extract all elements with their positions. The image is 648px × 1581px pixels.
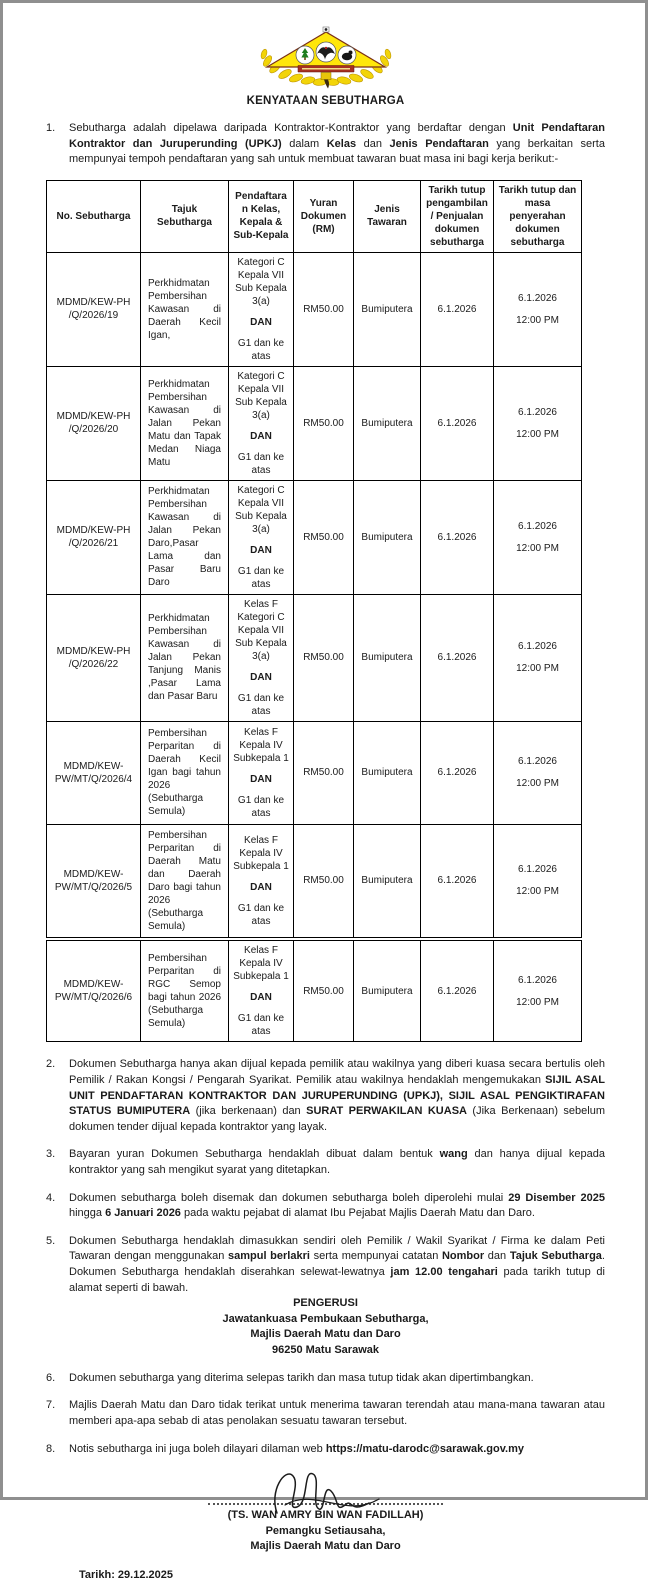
penyerahan-tarikh: 6.1.2026 (518, 864, 557, 876)
penyerahan-tarikh: 6.1.2026 (518, 641, 557, 653)
paragraph-number: 6. (46, 1371, 56, 1384)
paragraph-text (69, 121, 605, 168)
paragraph-item-3 (46, 1147, 605, 1178)
no-line: MDMD/KEW-PH (56, 525, 131, 537)
text-segment: serta mempunyai catatan (309, 1250, 442, 1263)
cell-jenis: Bumiputera (354, 252, 421, 366)
cell-yuran: RM50.00 (294, 939, 354, 1042)
cell-tajuk: Pembersihan Perparitan di Daerah Kecil Igan bagi tahun 2026 (Sebutharga Semula) (141, 721, 229, 824)
cell-no (47, 721, 141, 824)
penyerahan-masa: 12:00 PM (516, 996, 559, 1008)
col-header-pendaftaran: Pendaftaran Kelas, Kepala & Sub-Kepala (229, 180, 294, 252)
paragraph-text (69, 1057, 605, 1135)
cell-jenis: Bumiputera (354, 594, 421, 721)
cell-penyerahan (494, 824, 582, 939)
signatory-position: Pemangku Setiausaha, (265, 1524, 386, 1537)
cell-no (47, 366, 141, 480)
penyerahan-masa: 12:00 PM (516, 778, 559, 790)
cell-tajuk: Perkhidmatan Pembersihan Kawasan di Jalan Pekan Matu dan Tapak Medan Niaga Matu (141, 366, 229, 480)
cell-tarikh-tutup: 6.1.2026 (421, 366, 494, 480)
address-line: Majlis Daerah Matu dan Daro (250, 1328, 401, 1341)
no-line: MDMD/KEW-PH (56, 297, 131, 309)
pendaftaran-gred: G1 dan ke atas (237, 692, 285, 717)
text-segment: Dokumen sebutharga yang diterima selepas tarikh dan masa tutup tidak akan dipertimbangkan. (69, 1371, 534, 1384)
penyerahan-tarikh: 6.1.2026 (518, 520, 557, 532)
pendaftaran-kelas: Kelas F Kepala IV Subkepala 1 (233, 834, 289, 872)
table-row (47, 366, 582, 480)
no-line: /Q/2026/20 (68, 424, 119, 436)
cell-tarikh-tutup: 6.1.2026 (421, 480, 494, 594)
text-segment: Unit Pendaftaran Kontraktor dan Juruperunding (UPKJ) (69, 122, 605, 150)
cell-no (47, 252, 141, 366)
paragraph-item-8 (46, 1442, 605, 1458)
no-line: /Q/2026/19 (68, 310, 119, 322)
text-segment: . Dokumen Sebutharga hendaklah diserahkan selewat-lewatnya (69, 1250, 605, 1279)
pendaftaran-kelas: Kelas F Kepala IV Subkepala 1 (233, 726, 289, 764)
paragraph-number: 8. (46, 1442, 56, 1455)
address-line: PENGERUSI (293, 1297, 358, 1310)
cell-pendaftaran (229, 824, 294, 939)
cell-tarikh-tutup: 6.1.2026 (421, 824, 494, 939)
col-header-penyerahan: Tarikh tutup dan masa penyerahan dokumen sebutharga (494, 180, 582, 252)
cell-tarikh-tutup: 6.1.2026 (421, 594, 494, 721)
penyerahan-tarikh: 6.1.2026 (518, 756, 557, 768)
paragraph-item-2 (46, 1057, 605, 1135)
signature-block (46, 1461, 605, 1555)
cell-no (47, 939, 141, 1042)
cell-yuran: RM50.00 (294, 824, 354, 939)
col-header-no-sebutharga: No. Sebutharga (47, 180, 141, 252)
paragraph-text (69, 1191, 605, 1222)
text-segment: yang berkaitan serta mempunyai tempoh pendaftaran yang sah untuk membuat tawaran buat masa ini bagi kerja berikut:- (69, 137, 605, 166)
cell-yuran: RM50.00 (294, 721, 354, 824)
text-segment: Dokumen Sebutharga hendaklah dimasukkan sendiri oleh Pemilik / Wakil Syarikat / Firma ke dalam Peti Tawaran dengan menggunakan (69, 1234, 605, 1263)
text-segment: SURAT PERWAKILAN KUASA (306, 1105, 467, 1118)
pendaftaran-dan: DAN (250, 773, 272, 785)
text-segment: Tajuk Sebutharga (509, 1250, 602, 1263)
cell-tajuk: Perkhidmatan Pembersihan Kawasan di Daerah Kecil Igan, (141, 252, 229, 366)
signatory-name: (TS. WAN AMRY BIN WAN FADILLAH) (227, 1509, 424, 1522)
text-segment: dalam (281, 137, 327, 150)
pendaftaran-dan: DAN (250, 316, 272, 328)
text-segment: Sebutharga adalah dipelawa daripada Kontraktor-Kontraktor yang berdaftar dengan (69, 122, 513, 134)
text-segment: dan (356, 137, 390, 150)
cell-pendaftaran (229, 721, 294, 824)
text-segment: (Jika Berkenaan) sebelum dokumen tender dijual kepada kontraktor yang layak. (69, 1105, 606, 1133)
pendaftaran-kelas: Kategori C Kepala VII Sub Kepala 3(a) (235, 370, 287, 421)
pendaftaran-kelas: Kelas F Kategori C Kepala VII Sub Kepala 3(a) (235, 598, 287, 662)
table-row (47, 480, 582, 594)
table-row (47, 939, 582, 1042)
text-segment: pada tarikh tutup di alamat seperti di bawah. (69, 1266, 605, 1294)
cell-pendaftaran (229, 366, 294, 480)
penyerahan-masa: 12:00 PM (516, 314, 559, 326)
pendaftaran-kelas: Kategori C Kepala VII Sub Kepala 3(a) (235, 484, 287, 535)
cell-jenis: Bumiputera (354, 721, 421, 824)
pendaftaran-dan: DAN (250, 671, 272, 683)
pendaftaran-gred: G1 dan ke atas (237, 902, 285, 927)
col-header-tajuk: Tajuk Sebutharga (141, 180, 229, 252)
document-content (3, 3, 645, 1581)
paragraph-item-1 (46, 121, 605, 168)
paragraph-item-4 (46, 1191, 605, 1222)
penyerahan-masa: 12:00 PM (516, 428, 559, 440)
address-line: 96250 Matu Sarawak (271, 1344, 379, 1357)
address-line: Jawatankuasa Pembukaan Sebutharga, (222, 1312, 429, 1325)
address-block (46, 1296, 605, 1358)
paragraph-text (69, 1147, 605, 1178)
text-segment: https://matu-darodc@sarawak.gov.my (325, 1442, 525, 1455)
cell-penyerahan (494, 721, 582, 824)
paragraph-number: 3. (46, 1148, 56, 1161)
page-title: KENYATAAN SEBUTHARGA (246, 95, 405, 107)
cell-yuran: RM50.00 (294, 252, 354, 366)
cell-no (47, 824, 141, 939)
pendaftaran-gred: G1 dan ke atas (237, 337, 285, 362)
cell-tajuk: Perkhidmatan Pembersihan Kawasan di Jalan Pekan Tanjung Manis ,Pasar Lama dan Pasar Baru (141, 594, 229, 721)
cell-penyerahan (494, 480, 582, 594)
text-segment: SIJIL ASAL UNIT PENDAFTARAN KONTRAKTOR DAN JURUPERUNDING (UPKJ), SIJIL ASAL PENGIKTIRAFAN STATUS BUMIPUTERA (69, 1073, 605, 1118)
penyerahan-tarikh: 6.1.2026 (518, 292, 557, 304)
cell-yuran: RM50.00 (294, 594, 354, 721)
no-line: /Q/2026/22 (68, 658, 119, 670)
tender-table (46, 180, 582, 1043)
text-segment: 29 Disember 2025 (508, 1191, 606, 1204)
text-segment: jam 12.00 tengahari (390, 1266, 498, 1279)
cell-tajuk: Pembersihan Perparitan di Daerah Matu dan Daerah Daro bagi tahun 2026 (Sebutharga Semula) (141, 824, 229, 939)
pendaftaran-dan: DAN (250, 992, 272, 1004)
cell-tajuk: Pembersihan Perparitan di RGC Semop bagi tahun 2026 (Sebutharga Semula) (141, 939, 229, 1042)
cell-yuran: RM50.00 (294, 480, 354, 594)
text-segment: (jika berkenaan) dan (190, 1105, 307, 1118)
cell-jenis: Bumiputera (354, 366, 421, 480)
paragraph-number: 5. (46, 1234, 56, 1247)
cell-penyerahan (494, 366, 582, 480)
cell-penyerahan (494, 594, 582, 721)
table-row (47, 594, 582, 721)
no-line: PW/MT/Q/2026/5 (54, 881, 133, 893)
no-line: PW/MT/Q/2026/6 (54, 992, 133, 1004)
paragraph-text (69, 1442, 605, 1458)
no-line: MDMD/KEW-PH (56, 411, 131, 423)
text-segment: Bayaran yuran Dokumen Sebutharga hendaklah dibuat dalam bentuk (69, 1148, 440, 1161)
text-segment: dan (484, 1250, 510, 1263)
signatory-organization: Majlis Daerah Matu dan Daro (250, 1540, 401, 1553)
table-row (47, 252, 582, 366)
pendaftaran-dan: DAN (250, 430, 272, 442)
text-segment: hingga (69, 1207, 106, 1220)
table-row (47, 824, 582, 939)
pendaftaran-gred: G1 dan ke atas (237, 565, 285, 590)
paragraph-number: 7. (46, 1399, 56, 1412)
document-date: Tarikh: 29.12.2025 (79, 1568, 173, 1581)
cell-tarikh-tutup: 6.1.2026 (421, 939, 494, 1042)
penyerahan-masa: 12:00 PM (516, 542, 559, 554)
no-line: MDMD/KEW- (63, 979, 124, 991)
text-segment: wang (439, 1148, 468, 1161)
paragraph-number: 4. (46, 1191, 56, 1204)
cell-pendaftaran (229, 594, 294, 721)
no-line: MDMD/KEW- (63, 868, 124, 880)
text-segment: 6 Januari 2026 (105, 1207, 181, 1220)
cell-jenis: Bumiputera (354, 480, 421, 594)
cell-jenis: Bumiputera (354, 824, 421, 939)
cell-yuran: RM50.00 (294, 366, 354, 480)
pendaftaran-gred: G1 dan ke atas (237, 1013, 285, 1038)
penyerahan-tarikh: 6.1.2026 (518, 406, 557, 418)
council-crest-logo (46, 27, 605, 89)
table-header-row (47, 180, 582, 252)
cell-penyerahan (494, 252, 582, 366)
penyerahan-masa: 12:00 PM (516, 886, 559, 898)
text-segment: Nombor (441, 1250, 485, 1263)
paragraph-item-7 (46, 1398, 605, 1429)
paragraph-item-5 (46, 1234, 605, 1296)
pendaftaran-kelas: Kategori C Kepala VII Sub Kepala 3(a) (235, 256, 287, 307)
no-line: MDMD/KEW- (63, 760, 124, 772)
col-header-jenis: Jenis Tawaran (354, 180, 421, 252)
text-segment: pada waktu pejabat di alamat Ibu Pejabat Majlis Daerah Matu dan Daro. (180, 1207, 535, 1220)
penyerahan-tarikh: 6.1.2026 (518, 974, 557, 986)
paragraph-number: 2. (46, 1058, 56, 1071)
paragraph-number: 1. (46, 122, 56, 134)
penyerahan-masa: 12:00 PM (516, 663, 559, 675)
pendaftaran-kelas: Kelas F Kepala IV Subkepala 1 (233, 945, 289, 983)
no-line: PW/MT/Q/2026/4 (54, 773, 133, 785)
table-row (47, 721, 582, 824)
paragraph-text (69, 1398, 605, 1429)
crest-icon (262, 27, 390, 89)
cell-tarikh-tutup: 6.1.2026 (421, 252, 494, 366)
no-line: /Q/2026/21 (68, 538, 119, 550)
cell-tarikh-tutup: 6.1.2026 (421, 721, 494, 824)
text-segment: sampul berlakri (228, 1250, 310, 1263)
signature-dotted-line (208, 1503, 443, 1505)
no-line: MDMD/KEW-PH (56, 645, 131, 657)
col-header-tarikh-tutup: Tarikh tutup pengambilan / Penjualan dokumen sebutharga (421, 180, 494, 252)
cell-pendaftaran (229, 939, 294, 1042)
text-segment: dan hanya dijual kepada kontraktor yang sah mengikut syarat yang ditetapkan. (69, 1148, 605, 1176)
text-segment: Jenis Pendaftaran (389, 137, 489, 150)
pendaftaran-gred: G1 dan ke atas (237, 794, 285, 819)
text-segment: Dokumen sebutharga boleh disemak dan dokumen sebutharga boleh diperolehi mulai (69, 1191, 509, 1204)
paragraph-text (69, 1234, 605, 1296)
cell-jenis: Bumiputera (354, 939, 421, 1042)
text-segment: Dokumen Sebutharga hanya akan dijual kepada pemilik atau wakilnya yang diberi kuasa secara bertulis oleh Pemilik / Rakan Kongsi / Pengarah Syarikat. Pemilik atau wakilnya hendaklah mengemukakan (69, 1058, 605, 1086)
cell-penyerahan (494, 939, 582, 1042)
cell-no (47, 594, 141, 721)
paragraph-item-6 (46, 1371, 605, 1387)
text-segment: Kelas (326, 137, 357, 150)
text-segment: Notis sebutharga ini juga boleh dilayari dilaman web (69, 1442, 326, 1455)
cell-pendaftaran (229, 480, 294, 594)
pendaftaran-dan: DAN (250, 881, 272, 893)
pendaftaran-gred: G1 dan ke atas (237, 451, 285, 476)
pendaftaran-dan: DAN (250, 544, 272, 556)
cell-no (47, 480, 141, 594)
cell-tajuk: Perkhidmatan Pembersihan Kawasan di Jalan Pekan Daro,Pasar Lama dan Pasar Baru Daro (141, 480, 229, 594)
cell-pendaftaran (229, 252, 294, 366)
col-header-yuran: Yuran Dokumen (RM) (294, 180, 354, 252)
text-segment: Majlis Daerah Matu dan Daro tidak terikat untuk menerima tawaran terendah atau mana-mana tawaran atau memberi apa-apa sebab di atas penolakan sesuatu tawaran tersebut. (69, 1399, 605, 1427)
paragraph-text (69, 1371, 605, 1387)
